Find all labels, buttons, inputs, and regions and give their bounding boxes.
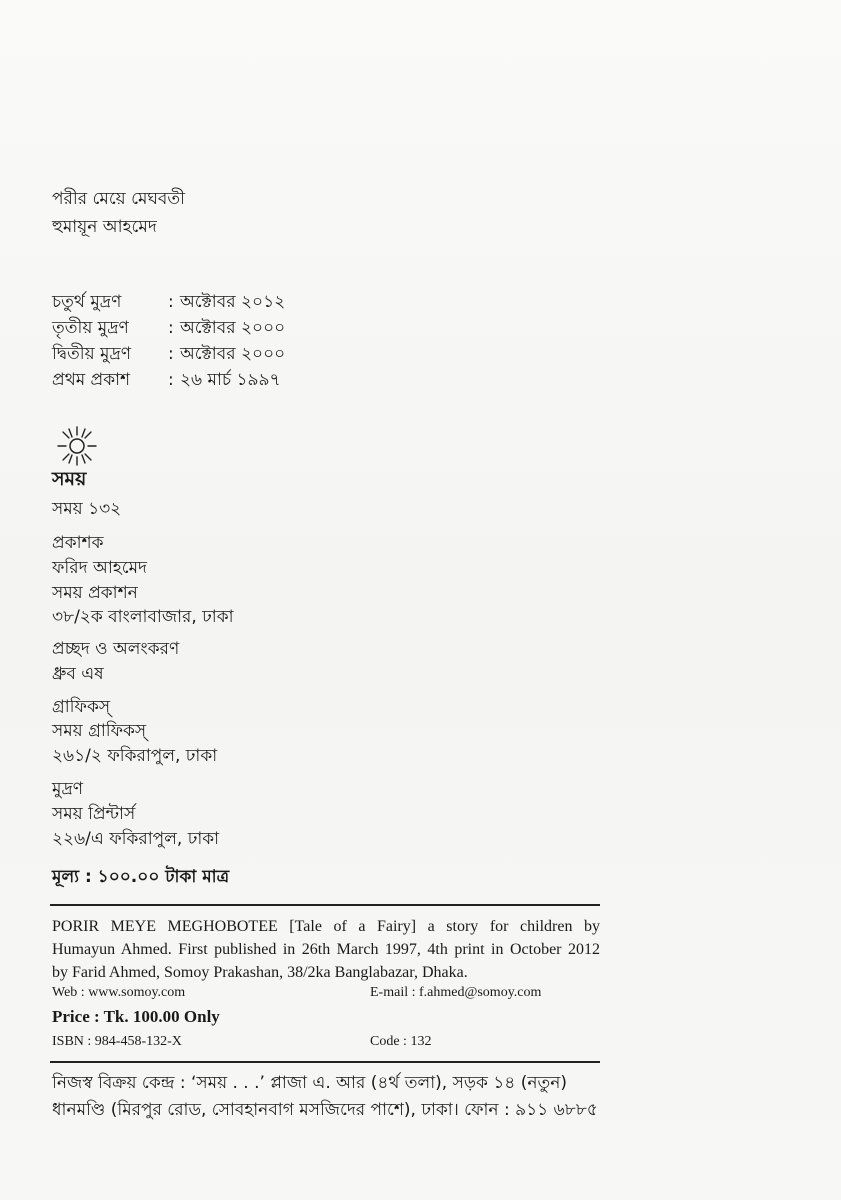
printing-separator: : [168, 292, 174, 312]
book-author: হুমায়ূন আহমেদ [52, 217, 157, 237]
series-number: সময় ১৩২ [52, 499, 122, 519]
price-bengali: মূল্য : ১০০.০০ টাকা মাত্র [52, 867, 230, 887]
graphics-name: সময় গ্রাফিকস্ [52, 721, 147, 741]
logo-name: সময় [52, 468, 87, 490]
printing-date: অক্টোবর ২০১২ [180, 292, 286, 312]
printing-row [52, 341, 285, 367]
publisher-address: ৩৮/২ক বাংলাবাজার, ঢাকা [52, 607, 234, 627]
printing-history [52, 289, 285, 393]
printing-date: অক্টোবর ২০০০ [180, 318, 286, 338]
sales-centre-line-1: নিজস্ব বিক্রয় কেন্দ্র : ‘সময় . . .’ প্লাজা এ. আর (৪র্থ তলা), সড়ক ১৪ (নতুন) [52, 1073, 568, 1093]
printer-name: সময় প্রিন্টার্স [52, 804, 136, 824]
price-english: Price : Tk. 100.00 Only [52, 1007, 220, 1026]
cover-heading: প্রচ্ছদ ও অলংকরণ [52, 639, 180, 659]
sales-centre-line-2: ধানমণ্ডি (মিরপুর রোড, সোবহানবাগ মসজিদের পাশে), ঢাকা। ফোন : ৯১১ ৬৮৮৫ [52, 1100, 598, 1120]
printing-row [52, 289, 285, 315]
english-line-3: by Farid Ahmed, Somoy Prakashan, 38/2ka Banglabazar, Dhaka. [52, 964, 468, 981]
divider-bottom [50, 1061, 600, 1063]
graphics-address: ২৬১/২ ফকিরাপুল, ঢাকা [52, 746, 218, 766]
graphics-heading: গ্রাফিকস্ [52, 697, 111, 717]
printing-label: দ্বিতীয় মুদ্রণ [52, 344, 132, 364]
printing-row [52, 315, 285, 341]
printing-separator: : [168, 370, 174, 390]
english-line-1: PORIR MEYE MEGHOBOTEE [Tale of a Fairy] a story for children by [52, 918, 600, 935]
printing-label: চতুর্থ মুদ্রণ [52, 292, 122, 312]
printing-label: তৃতীয় মুদ্রণ [52, 318, 129, 338]
english-line-2: Humayun Ahmed. First published in 26th March 1997, 4th print in October 2012 [52, 941, 600, 958]
printer-heading: মুদ্রণ [52, 779, 84, 799]
printing-row [52, 367, 285, 393]
printing-separator: : [168, 344, 174, 364]
printing-date: ২৬ মার্চ ১৯৯৭ [180, 370, 281, 390]
sun-icon [56, 425, 98, 467]
email: E-mail : f.ahmed@somoy.com [370, 985, 542, 1000]
publisher-house: সময় প্রকাশন [52, 583, 138, 603]
printing-label: প্রথম প্রকাশ [52, 370, 131, 390]
printing-separator: : [168, 318, 174, 338]
book-title: পরীর মেয়ে মেঘবতী [52, 189, 186, 209]
code: Code : 132 [370, 1034, 432, 1049]
publisher-name: ফরিদ আহমেদ [52, 558, 147, 578]
website: Web : www.somoy.com [52, 985, 186, 1000]
printing-date: অক্টোবর ২০০০ [180, 344, 286, 364]
publisher-heading: প্রকাশক [52, 533, 104, 553]
isbn: ISBN : 984-458-132-X [52, 1034, 182, 1049]
divider-top [50, 904, 600, 906]
cover-artist: ধ্রুব এষ [52, 664, 104, 684]
printer-address: ২২৬/এ ফকিরাপুল, ঢাকা [52, 829, 220, 849]
